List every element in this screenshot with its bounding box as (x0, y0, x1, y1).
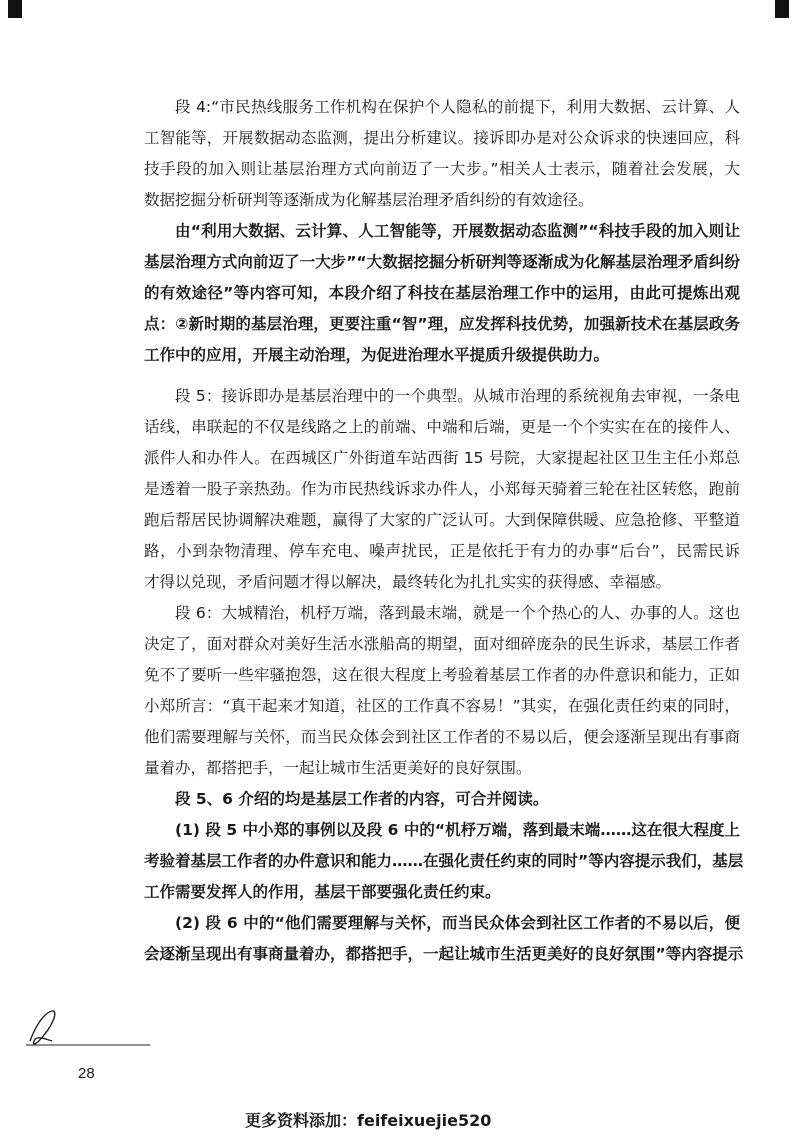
a1-line-1: (1) 段 5 中小郑的事例以及段 6 中的“机杼万端，落到最末端……这在很大程度上 (175, 821, 740, 839)
scan-mark-right (775, 0, 789, 18)
a4-line-3: 的有效途径”等内容可知，本段介绍了科技在基层治理工作中的运用，由此可提炼出观 (144, 284, 740, 302)
p4-line-2: 工智能等，开展数据动态监测，提出分析建议。接诉即办是对公众诉求的快速回应，科 (144, 129, 740, 147)
a56-line-1: 段 5、6 介绍的均是基层工作者的内容，可合并阅读。 (175, 790, 549, 808)
p4-line-1: 段 4:“市民热线服务工作机构在保护个人隐私的前提下，利用大数据、云计算、人 (175, 98, 740, 116)
scan-mark-left (8, 0, 22, 18)
document-body (144, 92, 744, 970)
a4-line-1: 由“利用大数据、云计算、人工智能等，开展数据动态监测”“科技手段的加入则让 (175, 222, 740, 240)
p5-line-3: 派件人和办件人。在西城区广外街道车站西街 15 号院，大家提起社区卫生主任小郑总 (144, 449, 740, 467)
a1-line-3: 工作需要发挥人的作用，基层干部要强化责任约束。 (144, 883, 501, 901)
p4-line-4: 数据挖掘分析研判等逐渐成为化解基层治理矛盾纠纷的有效途径。 (144, 191, 594, 209)
p6-line-4: 小郑所言：“真干起来才知道，社区的工作真不容易！”其实，在强化责任约束的同时， (144, 697, 740, 715)
p6-line-6: 量着办，都搭把手，一起让城市生活更美好的良好氛围。 (144, 759, 532, 777)
page-number: 28 (78, 1065, 95, 1082)
p5-line-5: 跑后帮居民协调解决难题，赢得了大家的广泛认可。大到保障供暖、应急抢修、平整道 (144, 511, 740, 529)
p4-line-3: 技手段的加入则让基层治理方式向前迈了一大步。”相关人士表示，随着社会发展，大 (144, 160, 740, 178)
p5-line-1: 段 5：接诉即办是基层治理中的一个典型。从城市治理的系统视角去审视，一条电 (175, 387, 740, 405)
a2-line-1: (2) 段 6 中的“他们需要理解与关怀，而当民众体会到社区工作者的不易以后，便 (175, 914, 740, 932)
footer-note: 更多资料添加：feifeixuejie520 (245, 1111, 492, 1130)
p6-line-1: 段 6：大城精治，机杼万端，落到最末端，就是一个个热心的人、办事的人。这也 (175, 604, 740, 622)
p5-line-4: 是透着一股子亲热劲。作为市民热线诉求办件人，小郑每天骑着三轮在社区转悠，跑前 (144, 480, 740, 498)
p5-line-7: 才得以兑现，矛盾问题才得以解决，最终转化为扎扎实实的获得感、幸福感。 (144, 573, 672, 591)
p5-line-2: 话线，串联起的不仅是线路之上的前端、中端和后端，更是一个个实实在在的接件人、 (144, 418, 740, 436)
a4-line-5: 工作中的应用，开展主动治理，为促进治理水平提质升级提供助力。 (144, 346, 610, 364)
a2-line-2: 会逐渐呈现出有事商量着办，都搭把手，一起让城市生活更美好的良好氛围”等内容提示 (144, 945, 744, 963)
p5-line-6: 路，小到杂物清理、停车充电、噪声扰民，正是依托于有力的办事“后台”，民需民诉 (144, 542, 740, 560)
a1-line-2: 考验着基层工作者的办件意识和能力……在强化责任约束的同时”等内容提示我们，基层 (144, 852, 744, 870)
p6-line-3: 免不了要听一些牢骚抱怨，这在很大程度上考验着基层工作者的办件意识和能力，正如 (144, 666, 740, 684)
a4-line-2: 基层治理方式向前迈了一大步”“大数据挖掘分析研判等逐渐成为化解基层治理矛盾纠纷 (144, 253, 740, 271)
a4-line-4: 点：②新时期的基层治理，更要注重“智”理，应发挥科技优势，加强新技术在基层政务 (144, 315, 740, 333)
p6-line-2: 决定了，面对群众对美好生活水涨船高的期望，面对细碎庞杂的民生诉求，基层工作者 (144, 635, 740, 653)
p6-line-5: 他们需要理解与关怀，而当民众体会到社区工作者的不易以后，便会逐渐呈现出有事商 (144, 728, 740, 746)
pen-icon (22, 1005, 152, 1053)
